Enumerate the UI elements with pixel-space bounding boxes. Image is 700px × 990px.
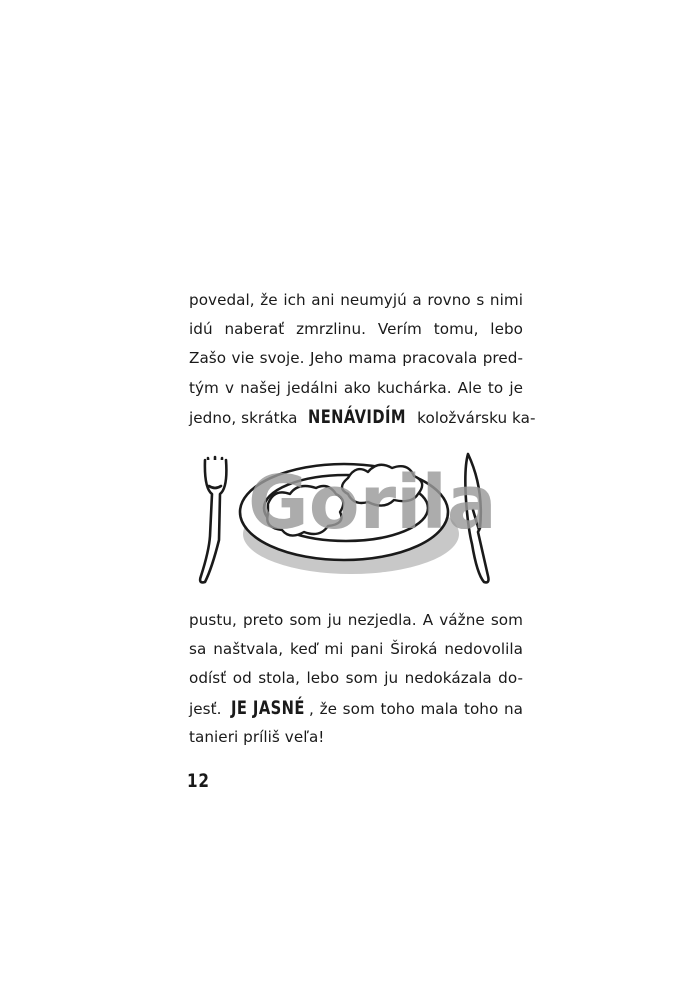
text-segment: , že som toho mala toho na: [309, 699, 523, 718]
text-line: [189, 694, 523, 723]
paragraph-1: [189, 286, 536, 432]
text-segment: koložvársku ka-: [412, 408, 536, 427]
text-line: povedal, že ich ani neumyjú a rovno s nimi: [189, 291, 523, 309]
text-segment: jesť.: [189, 699, 228, 718]
watermark-gorila: Gorila: [248, 460, 497, 546]
plate-fork-knife-icon: [188, 448, 510, 588]
emphasis-word: JE JASNÉ: [231, 696, 306, 719]
page-number: 12: [187, 770, 210, 792]
text-line: tanieri príliš veľa!: [189, 727, 325, 746]
fork-icon: [200, 457, 226, 582]
text-line: sa naštvala, keď mi pani Široká nedovolila: [189, 640, 523, 659]
text-line: pustu, preto som ju nezjedla. A vážne som: [189, 611, 523, 629]
paragraph-2: [189, 606, 523, 752]
text-line: idú naberať zmrzlinu. Verím tomu, lebo: [189, 320, 523, 339]
text-line: tým v našej jedálni ako kuchárka. Ale to je: [189, 378, 523, 397]
text-segment: jedno, skrátka: [189, 408, 303, 427]
text-line: Zašo vie svoje. Jeho mama pracovala pred-: [189, 349, 523, 368]
text-line: [189, 403, 536, 432]
emphasis-word: NENÁVIDÍM: [308, 405, 407, 428]
text-line: odísť od stola, lebo som ju nedokázala do-: [189, 669, 523, 688]
